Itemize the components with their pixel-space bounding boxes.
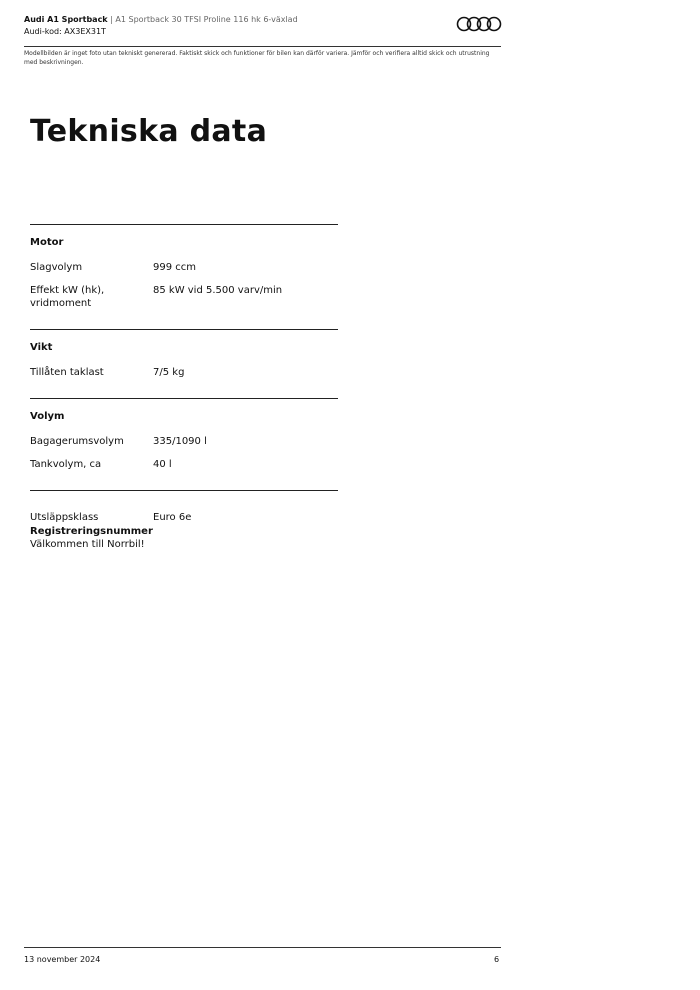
spec-label: Effekt kW (hk), vridmoment bbox=[30, 285, 105, 309]
model-name: Audi A1 Sportback bbox=[24, 15, 108, 24]
header-title bbox=[24, 14, 501, 26]
section-motor bbox=[30, 224, 338, 329]
spec-value: 85 kW vid 5.500 varv/min bbox=[153, 285, 283, 296]
spec-value: 40 l bbox=[153, 459, 172, 470]
header-separator: | bbox=[107, 15, 116, 24]
spec-label: Utsläppsklass bbox=[30, 512, 99, 523]
spec-label: Tillåten taklast bbox=[30, 367, 104, 378]
registration-text: Välkommen till Norrbil! bbox=[30, 539, 145, 550]
spec-value: 7/5 kg bbox=[153, 367, 185, 378]
document-header bbox=[24, 14, 501, 37]
footer-date: 13 november 2024 bbox=[24, 955, 101, 964]
header-divider bbox=[24, 46, 501, 47]
model-variant: A1 Sportback 30 TFSI Proline 116 hk 6-växlad bbox=[115, 15, 298, 24]
disclaimer-text: Modellbilden är inget foto utan tekniskt genererad. Faktiskt skick och funktioner för bilen kan därför variera. Jämför och verifiera alltid skick och utrustning med beskrivningen. bbox=[24, 50, 490, 66]
spec-label: Tankvolym, ca bbox=[30, 459, 102, 470]
spec-table bbox=[30, 224, 338, 543]
section-volym bbox=[30, 398, 338, 490]
audi-rings-logo-icon bbox=[456, 16, 502, 32]
page-title: Tekniska data bbox=[30, 114, 268, 149]
spec-row bbox=[30, 284, 338, 310]
spec-value: Euro 6e bbox=[153, 512, 192, 523]
spec-label: Slagvolym bbox=[30, 262, 83, 273]
spec-row bbox=[30, 458, 338, 471]
spec-row bbox=[30, 366, 338, 379]
spec-row bbox=[30, 511, 338, 524]
spec-row bbox=[30, 435, 338, 448]
section-vikt bbox=[30, 329, 338, 398]
section-title: Volym bbox=[30, 411, 65, 422]
spec-label: Bagagerumsvolym bbox=[30, 436, 124, 447]
section-title: Motor bbox=[30, 237, 64, 248]
registration-title: Registreringsnummer bbox=[30, 526, 153, 537]
registration-block bbox=[30, 525, 153, 551]
page-number: 6 bbox=[494, 955, 500, 964]
spec-value: 999 ccm bbox=[153, 262, 197, 273]
footer-divider bbox=[24, 947, 501, 948]
spec-row bbox=[30, 261, 338, 274]
spec-value: 335/1090 l bbox=[153, 436, 207, 447]
audi-code: Audi-kod: AX3EX31T bbox=[24, 27, 106, 36]
section-title: Vikt bbox=[30, 342, 53, 353]
